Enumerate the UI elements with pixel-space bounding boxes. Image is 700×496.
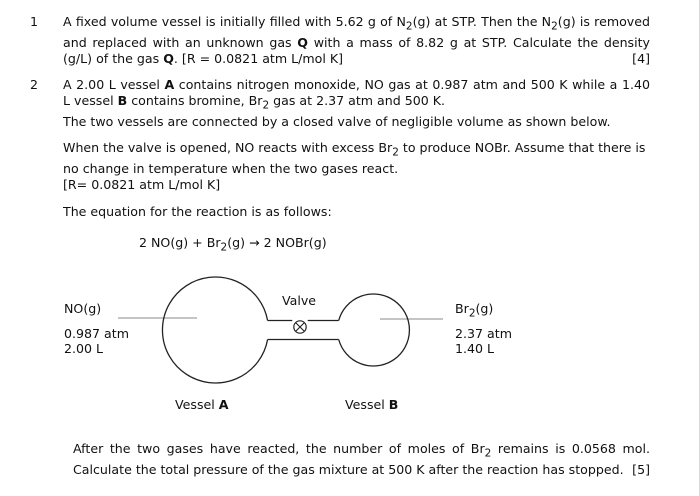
question-1-marks: [4] <box>632 50 650 66</box>
vessel-a <box>162 277 267 383</box>
vessel-a-label: Vessel A <box>175 397 229 412</box>
vessel-b-volume: 1.40 L <box>455 341 495 356</box>
question-1-number: 1 <box>30 14 39 29</box>
question-1-text: A fixed volume vessel is initially filled with 5.62 g of $N_2(g)$ at STP. Then the $N_2(g)$ is removed and replaced with an unknown gas Q with a mass of 8.82 g at STP. Calculate the density (g/L) of the gas Q. [R = 0.0821 atm L/mol K] [4] <box>63 14 650 66</box>
question-2-final: After the two gases have reacted, the number of moles of $Br_2$ remains is 0.0568 mol. Calculate the total pressure of the gas mixture at 500 K after the reaction has stopped. [5] <box>73 441 650 478</box>
equation-intro: The equation for the reaction is as follows: <box>63 204 332 219</box>
vessel-a-gas: NO(g) <box>64 301 102 316</box>
vessel-b-label: Vessel B <box>345 397 399 412</box>
reaction-arrow-icon: → <box>249 235 260 250</box>
vessel-b <box>339 294 410 366</box>
question-2-number: 2 <box>30 77 39 92</box>
question-2-valve-text: When the valve is opened, NO reacts with excess $Br_2$ to produce NOBr. Assume that there is no change in temperature when the two gases react. [R= 0.0821 atm L/mol K] <box>63 140 646 192</box>
reaction-equation: 2 $NO(g) + Br_2(g) \to 2$ NOBr(g) <box>139 235 327 254</box>
gas-constant: [R= 0.0821 atm L/mol K] <box>63 176 221 192</box>
valve-label: Valve <box>282 293 317 308</box>
vessel-b-gas: $Br_2(g)$ <box>455 301 494 320</box>
question-2-marks: [5] <box>632 462 650 478</box>
vessel-a-volume: 2.00 L <box>64 341 104 356</box>
question-2-intro: A 2.00 L vessel A contains nitrogen monoxide, NO gas at 0.987 atm and 500 K while a 1.40 L vessel B contains bromine, $Br_2$ gas at 2.37 atm and 500 K. The two vessels are connected by a closed valve of negligible volume as shown below. <box>63 77 650 129</box>
vessel-b-pressure: 2.37 atm <box>455 326 512 341</box>
vessel-a-pressure: 0.987 atm <box>64 326 129 341</box>
